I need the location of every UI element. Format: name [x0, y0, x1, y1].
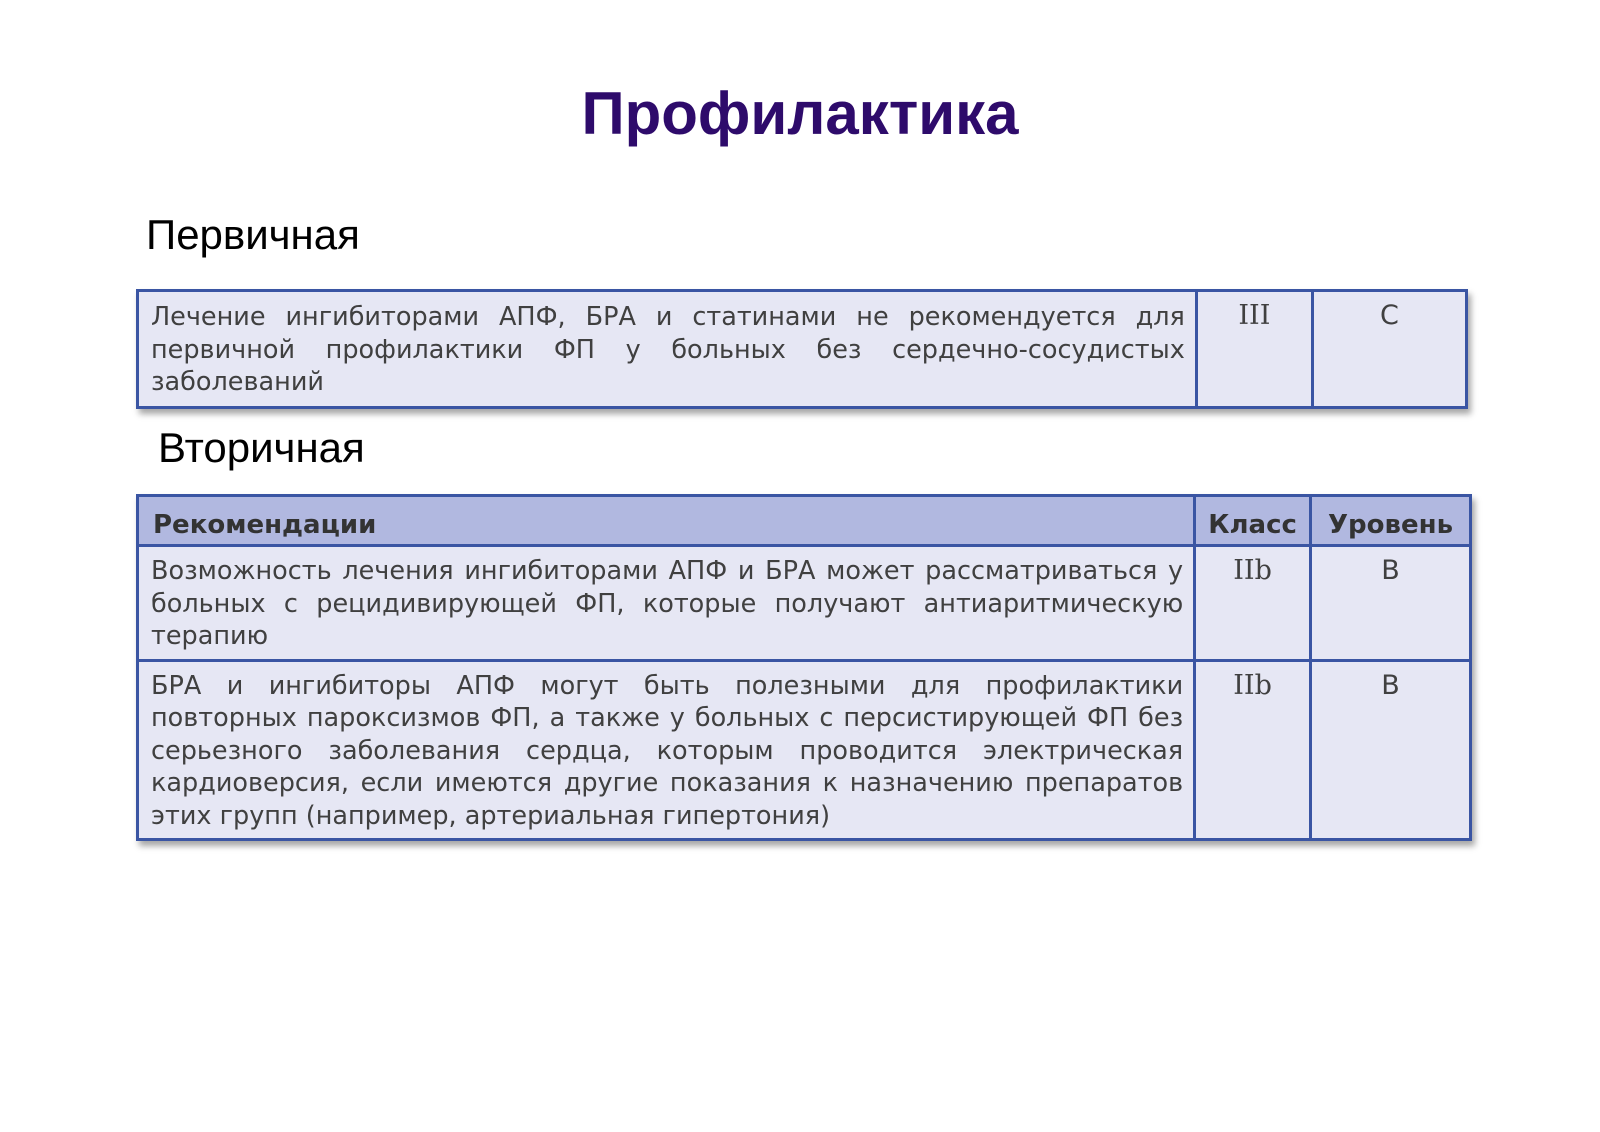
table-row	[138, 291, 1467, 408]
table-header-row	[138, 496, 1471, 546]
class-cell: III	[1196, 291, 1312, 408]
recommendation-cell: Возможность лечения ингибиторами АПФ и БРА может рассматриваться у больных с рецидивирующей ФП, которые получают антиаритмическую терапию	[138, 546, 1195, 661]
table-row	[138, 660, 1471, 840]
recommendation-cell: Лечение ингибиторами АПФ, БРА и статинами не рекомендуется для первичной профилактики ФП у больных без сердечно-сосудистых заболеваний	[138, 291, 1197, 408]
level-cell: B	[1311, 546, 1471, 661]
level-cell: C	[1312, 291, 1466, 408]
table-row	[138, 546, 1471, 661]
column-header-class: Класс	[1195, 496, 1311, 546]
section-heading-secondary: Вторичная	[158, 424, 365, 471]
class-cell: IIb	[1195, 660, 1311, 840]
section-heading-primary: Первичная	[146, 211, 360, 258]
column-header-level: Уровень	[1311, 496, 1471, 546]
secondary-prevention-table	[136, 494, 1472, 841]
column-header-recommendations: Рекомендации	[138, 496, 1195, 546]
page-title: Профилактика	[581, 80, 1019, 147]
level-cell: B	[1311, 660, 1471, 840]
primary-prevention-table	[136, 289, 1468, 409]
class-cell: IIb	[1195, 546, 1311, 661]
recommendation-cell: БРА и ингибиторы АПФ могут быть полезными для профилактики повторных пароксизмов ФП, а также у больных с персистирующей ФП без серьезного заболевания сердца, которым проводится электрическая кардиоверсия, если имеются другие показания к назначению препаратов этих групп (например, артериальная гипертония)	[138, 660, 1195, 840]
